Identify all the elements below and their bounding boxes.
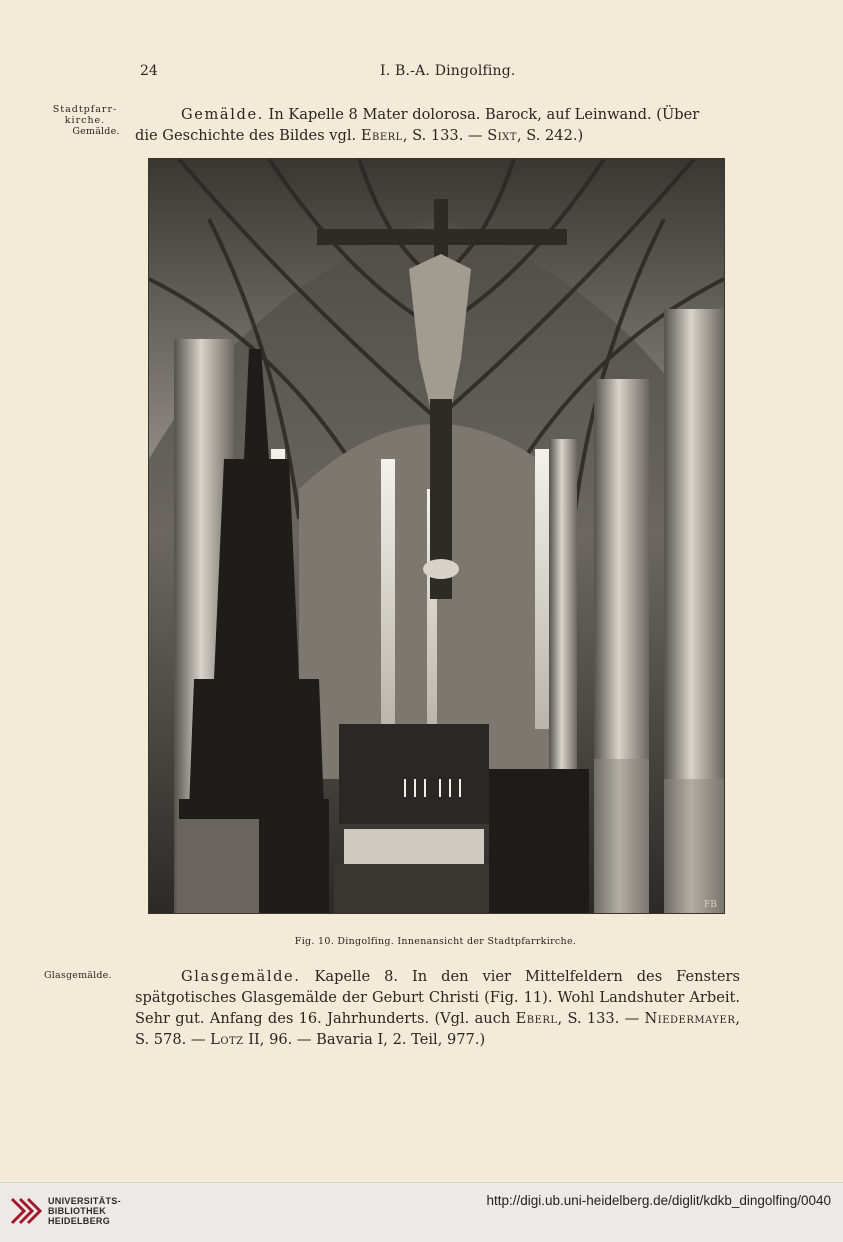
library-footer [0,1182,843,1242]
paragraph-text: , S. 578. — [135,1010,740,1048]
paragraph-text: In Kapelle 8 Mater dolorosa. Barock, auf Leinwand. (Über [263,106,700,123]
running-head: I. B.-A. Dingolfing. [380,63,516,79]
library-name [48,1196,121,1226]
margin-note-stadtpfarrkirche [44,104,126,137]
paragraph-text: die Geschichte des Bildes vgl. [135,127,361,144]
library-name-line: BIBLIOTHEK [48,1206,106,1216]
reference-author: Sixt [487,127,517,144]
church-interior-photograph [148,158,725,914]
paragraph-text: , S. 133. — [402,127,488,144]
university-library-logo-icon [8,1193,44,1229]
library-name-line: HEIDELBERG [48,1216,111,1226]
paragraph-gemaelde [135,104,740,146]
reference-author: Eberl [360,127,403,144]
paragraph-text: II, 96. — Bavaria I, 2. Teil, 977.) [243,1031,486,1048]
library-name-line: UNIVERSITÄTS- [48,1196,121,1206]
reference-author: Lotz [210,1031,244,1048]
margin-note-line: Stadtpfarr- [52,104,118,115]
reference-author: Eberl [515,1010,558,1027]
figure-caption: Fig. 10. Dingolfing. Innenansicht der Stadtpfarrkirche. [294,936,577,947]
paragraph-text: , S. 242.) [516,127,584,144]
church-interior-illustration [149,159,724,913]
term-gemaelde: Gemälde. [181,106,264,123]
page-number: 24 [140,63,158,79]
paragraph-text: , S. 133. — [557,1010,645,1027]
permalink-url[interactable]: http://digi.ub.uni-heidelberg.de/diglit/kdkb_dingolfing/0040 [486,1193,831,1208]
margin-note-line: Gemälde. [72,126,120,137]
margin-note-glasgemaelde: Glasgemälde. [44,970,112,981]
margin-note-line: kirche. [64,115,106,126]
term-glasgemaelde: Glasgemälde. [181,968,301,985]
paragraph-glasgemaelde [135,966,740,1050]
reference-author: Niedermayer [644,1010,736,1027]
paragraph-text: Kapelle 8. In den vier Mittelfeldern des Fensters spätgotisches Glasgemälde der Geburt Christi (Fig. 11). Wohl Landshuter Arbeit. Sehr gut. Anfang des 16. Jahrhunderts. (Vgl. auch [135,968,740,1027]
photographer-monogram: FB [704,900,717,910]
